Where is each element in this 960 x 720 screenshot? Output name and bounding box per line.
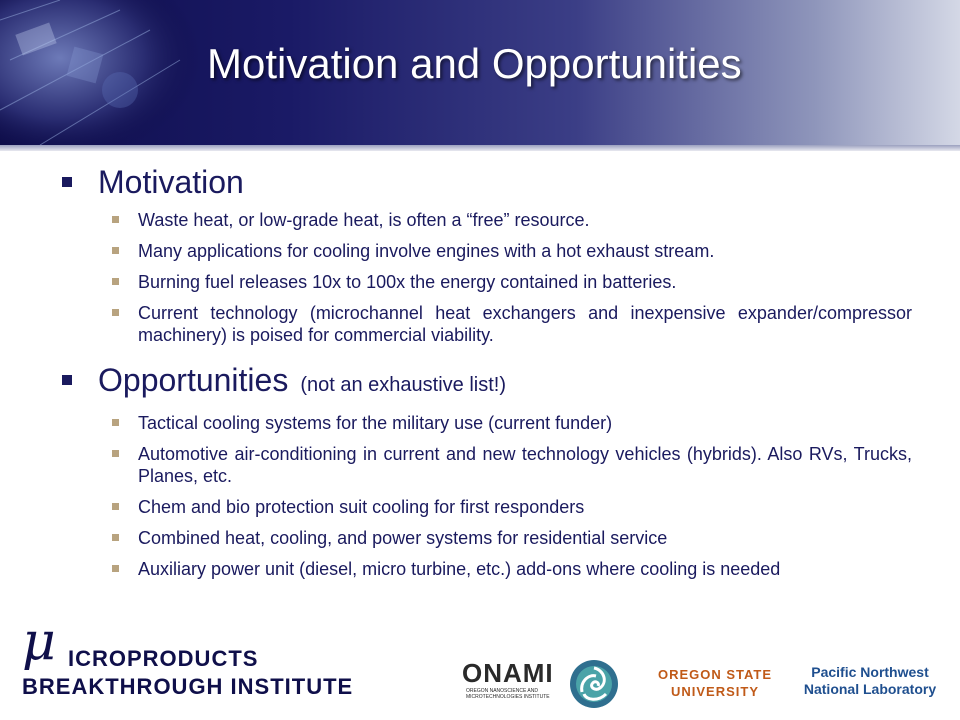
square-bullet-icon: [112, 419, 119, 426]
onami-swirl-icon: [568, 658, 620, 710]
mbi-logo: [22, 614, 382, 706]
list-item: Current technology (microchannel heat exchangers and inexpensive expander/compressor machinery) is poised for commercial viability.: [112, 302, 912, 346]
list-item: Chem and bio protection suit cooling for first responders: [112, 496, 912, 518]
onami-name: ONAMI: [462, 658, 554, 688]
slide-title: Motivation and Opportunities: [207, 40, 742, 87]
pnnl-line2: National Laboratory: [803, 681, 937, 697]
header-divider: [0, 145, 960, 151]
onami-logo: [462, 658, 622, 710]
square-bullet-icon: [112, 247, 119, 254]
motivation-heading-text: Motivation: [98, 164, 244, 200]
opportunities-note: (not an exhaustive list!): [300, 374, 506, 396]
square-bullet-icon: [112, 450, 119, 457]
square-bullet-icon: [62, 177, 72, 187]
pnnl-line1: Pacific Northwest: [811, 664, 929, 680]
list-item: Burning fuel releases 10x to 100x the energy contained in batteries.: [112, 271, 912, 293]
mbi-line2: BREAKTHROUGH INSTITUTE: [22, 674, 354, 699]
motivation-heading: [62, 163, 912, 201]
slide-body: [62, 163, 912, 589]
list-item: Auxiliary power unit (diesel, micro turbine, etc.) add-ons where cooling is needed: [112, 558, 912, 580]
square-bullet-icon: [112, 278, 119, 285]
opportunities-heading: [62, 361, 912, 404]
square-bullet-icon: [112, 309, 119, 316]
osu-line1: OREGON STATE: [657, 667, 773, 682]
square-bullet-icon: [112, 503, 119, 510]
pnnl-logo: [795, 664, 945, 698]
list-item: Waste heat, or low-grade heat, is often a “free” resource.: [112, 209, 912, 231]
square-bullet-icon: [112, 216, 119, 223]
opportunities-heading-text: Opportunities: [98, 362, 289, 398]
square-bullet-icon: [112, 565, 119, 572]
list-item: Tactical cooling systems for the military use (current funder): [112, 412, 912, 434]
list-item: Many applications for cooling involve engines with a hot exhaust stream.: [112, 240, 912, 262]
osu-logo: [650, 666, 780, 700]
list-item: Automotive air-conditioning in current and new technology vehicles (hybrids). Also RVs, Trucks, Planes, etc.: [112, 443, 912, 487]
header-banner: [0, 0, 960, 145]
list-item: Combined heat, cooling, and power systems for residential service: [112, 527, 912, 549]
square-bullet-icon: [112, 534, 119, 541]
mbi-line1: ICROPRODUCTS: [68, 646, 259, 671]
osu-line2: UNIVERSITY: [670, 684, 759, 699]
mu-symbol: μ: [22, 612, 56, 672]
header-decorative-image: [0, 0, 200, 145]
onami-subtitle: OREGON NANOSCIENCE AND MICROTECHNOLOGIES INSTITUTE: [466, 688, 550, 700]
square-bullet-icon: [62, 375, 72, 385]
